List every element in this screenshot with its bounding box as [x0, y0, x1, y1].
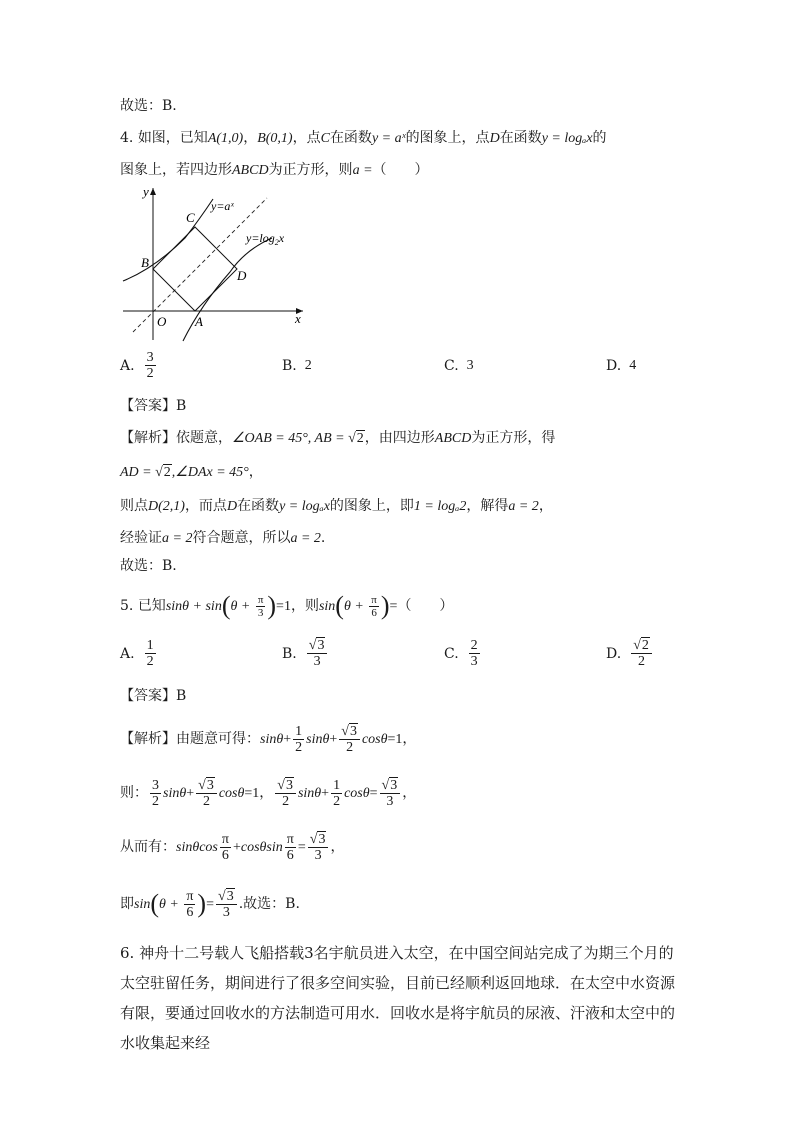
point-d: D: [489, 131, 500, 146]
denominator: 2: [146, 654, 154, 669]
radicand: 2: [356, 431, 364, 446]
denominator: 6: [221, 847, 229, 863]
math: 1 = logₐ2: [413, 499, 467, 514]
fraction: [275, 778, 296, 809]
q4-stem-text: 为正方形，则: [268, 162, 353, 178]
q5-analysis-line2: [120, 776, 416, 811]
math: =: [387, 732, 396, 747]
sqrt: √2: [348, 431, 364, 446]
denominator: 2: [152, 793, 159, 809]
a-equals: a =: [352, 163, 373, 178]
numerator: π: [371, 593, 377, 606]
math: 1: [395, 732, 403, 747]
fraction: [331, 778, 342, 809]
math: D(2,1): [148, 499, 185, 514]
denominator: 2: [638, 654, 646, 669]
analysis-text: ，: [248, 464, 263, 480]
math: +: [329, 732, 338, 747]
separator: ，: [243, 130, 258, 146]
answer-label: 【答案】: [120, 688, 176, 704]
q4-number: 4.: [120, 130, 134, 146]
numerator: √3: [275, 778, 296, 794]
paren: ): [197, 889, 207, 918]
fraction: [150, 778, 161, 809]
q4-stem-text: 在函数: [329, 130, 372, 146]
math: θ +: [230, 599, 254, 614]
numerator: √3: [339, 724, 360, 740]
curve-log-text: y=log: [246, 231, 275, 245]
fraction: [184, 889, 195, 920]
function-log: y = logₐx: [541, 131, 593, 146]
math: ∠OAB = 45°, AB =: [232, 431, 349, 446]
point-c: C: [320, 131, 330, 146]
q4-stem-text: 的图象上，点: [405, 130, 490, 146]
analysis-text: .故选：B: [238, 896, 296, 912]
analysis-text: 在函数: [237, 498, 280, 514]
q5-option-c: [444, 638, 482, 669]
analysis-text: .: [320, 530, 326, 546]
analysis-text: ，: [330, 839, 345, 855]
denominator: 2: [282, 793, 290, 809]
math: a = 2: [508, 499, 539, 514]
option-label: D.: [606, 645, 622, 662]
fraction: [145, 350, 156, 381]
q5-number: 5.: [120, 598, 134, 614]
math: ,∠DAx = 45°: [171, 465, 249, 480]
paren: ): [267, 591, 277, 620]
q4-option-c: [444, 358, 474, 374]
math: =: [206, 897, 214, 912]
denominator: 6: [371, 606, 377, 619]
denominator: 3: [313, 654, 321, 669]
q4-analysis-line2: [120, 462, 263, 483]
answer-label: 【答案】: [120, 398, 176, 414]
fraction: [307, 638, 328, 669]
sqrt: √2: [155, 465, 171, 480]
q6-paragraph: [120, 938, 680, 1058]
radicand: 3: [226, 888, 234, 904]
analysis-text: ，解得: [466, 498, 509, 514]
q4-analysis-line1: [120, 428, 555, 449]
radicand: 3: [285, 777, 293, 793]
answer-blank: （ ）: [372, 162, 429, 178]
q5-stem-text: ，则: [290, 598, 319, 614]
fraction: [285, 832, 296, 863]
math: sin: [318, 599, 336, 614]
q4-option-d: [606, 358, 636, 374]
radicand: 2: [641, 638, 649, 653]
math: sinθ: [297, 786, 322, 801]
analysis-text: .: [295, 896, 300, 912]
q6-text: 神舟十二号载人飞船搭载3名宇航员进入太空，在中国空间站完成了为期三个月的太空驻留任务，期间进行了很多空间实验，目前已经顺利返回地球．在太空中水资源有限，要通过回收水的方法制造可用水．回收水是将宇航员的尿液、汗液和太空中的水收集起来经: [120, 944, 676, 1052]
math: cosθ: [361, 732, 388, 747]
analysis-text: 符合题意，所以: [192, 530, 291, 546]
math: sinθ + sin: [165, 599, 222, 614]
math: cosθ: [344, 786, 370, 801]
curve-log-var: x: [278, 231, 285, 245]
numerator: 1: [333, 777, 341, 793]
analysis-text: 为正方形，得: [471, 430, 556, 446]
numerator: π: [221, 831, 229, 847]
numerator: 2: [470, 638, 478, 653]
fig-point-b: B: [141, 255, 149, 270]
q4-analysis-line3: [120, 496, 553, 517]
denominator: 2: [346, 739, 354, 755]
q5-option-d: [606, 638, 654, 669]
q5-option-b: [282, 638, 329, 669]
analysis-text: ，: [538, 498, 553, 514]
fig-point-a: A: [195, 314, 203, 329]
math: y = logₐx: [279, 499, 330, 514]
analysis-text: 即: [120, 896, 134, 912]
q5-analysis-line4: [120, 886, 300, 923]
math: cosθ: [218, 786, 245, 801]
option-label: B.: [282, 358, 297, 374]
fig-point-c: C: [186, 210, 195, 225]
q4-option-a: [120, 350, 158, 381]
option-value: 3: [466, 358, 474, 373]
q4-option-b: [282, 358, 312, 374]
math: θ +: [159, 897, 183, 912]
answer-value: B: [176, 688, 187, 704]
radicand: 3: [390, 777, 398, 793]
denominator: 3: [314, 847, 322, 863]
analysis-text: ，由四边形: [364, 430, 435, 446]
math: a = 2: [162, 531, 193, 546]
function-exp: y = aˣ: [371, 131, 406, 146]
axis-x-label: x: [295, 311, 301, 326]
quadrilateral-name: ABCD: [434, 431, 472, 446]
numerator: 3: [152, 777, 159, 793]
fraction: [380, 778, 401, 809]
math: +: [283, 732, 292, 747]
option-value: 4: [629, 358, 637, 373]
analysis-text: 则点: [120, 498, 148, 514]
numerator: π: [286, 831, 294, 847]
numerator: √3: [380, 778, 401, 794]
q4-analysis-line4: [120, 528, 325, 549]
axis-y-label: y: [143, 184, 149, 199]
origin-label: O: [157, 314, 167, 329]
analysis-text: 经验证: [120, 530, 162, 546]
q5-stem-text: 已知: [137, 598, 166, 614]
fraction: [196, 778, 217, 809]
analysis-text: 则：: [120, 785, 148, 801]
analysis-text: 的图象上，即: [329, 498, 414, 514]
numerator: √3: [216, 889, 237, 905]
math: =: [297, 840, 306, 855]
analysis-text: 从而有：: [120, 839, 176, 855]
math: sinθ: [306, 732, 330, 747]
q4-stem-line2: [120, 160, 429, 181]
analysis-text: 由题意可得：: [176, 731, 260, 747]
numerator: √2: [631, 638, 652, 654]
denominator: 2: [295, 739, 303, 755]
fraction: [216, 889, 237, 920]
denominator: 3: [386, 793, 394, 809]
answer-value: B: [176, 398, 187, 414]
radicand: 3: [317, 638, 325, 653]
denominator: 2: [202, 793, 210, 809]
q6-number: 6.: [120, 944, 135, 962]
numerator: √3: [308, 832, 329, 848]
q4-figure: [115, 180, 315, 345]
fraction: [631, 638, 652, 669]
option-label: C.: [444, 358, 459, 374]
analysis-label: 【解析】: [120, 430, 176, 446]
analysis-text: ，: [402, 731, 417, 747]
math: =1: [276, 599, 291, 614]
curve-log-base: 2: [274, 238, 279, 247]
option-value: 2: [304, 358, 312, 373]
numerator: √3: [307, 638, 328, 654]
numerator: 1: [295, 723, 303, 739]
option-label: B.: [282, 645, 297, 662]
q4-stem-text: 的: [592, 130, 607, 146]
analysis-text: ，而点: [184, 498, 227, 514]
analysis-text: ，: [402, 785, 417, 801]
paren: ): [380, 591, 390, 620]
denominator: 6: [286, 847, 294, 863]
option-label: A.: [120, 645, 135, 662]
math: θ +: [343, 599, 368, 614]
math: =: [389, 599, 398, 614]
math: AD =: [120, 465, 156, 480]
radicand: 2: [163, 465, 171, 480]
point-a: A(1,0): [207, 131, 244, 146]
q4-stem-text: 在函数: [499, 130, 542, 146]
option-label: C.: [444, 645, 459, 662]
q5-analysis-line3: [120, 830, 344, 865]
quadrilateral-name: ABCD: [232, 163, 269, 178]
answer-blank: （ ）: [397, 598, 454, 614]
q4-stem-text: 图象上，若四边形: [120, 162, 232, 178]
math: +: [186, 786, 195, 801]
denominator: 3: [257, 606, 264, 619]
q3-conclusion: 故选：B.: [120, 98, 177, 114]
fig-point-d: D: [237, 268, 247, 283]
q4-stem-text: ，点: [292, 130, 321, 146]
q5-analysis-line1: [120, 722, 416, 757]
fraction: [369, 594, 379, 619]
denominator: 3: [470, 654, 478, 669]
q5-answer: [120, 686, 186, 706]
math: cosθsin: [240, 840, 283, 855]
radicand: 3: [206, 777, 214, 793]
curve-exp-label: y=aˣ: [211, 199, 234, 213]
fraction: [256, 594, 266, 619]
q5-stem: [120, 593, 453, 620]
math: +: [321, 786, 330, 801]
q4-stem-line1: [120, 128, 607, 149]
denominator: 6: [186, 904, 194, 920]
point-b: B(0,1): [257, 131, 293, 146]
math: 1: [252, 786, 260, 801]
math: =: [244, 786, 253, 801]
curve-log-label: [245, 231, 285, 247]
math: sinθ: [260, 732, 284, 747]
fraction: [339, 724, 360, 755]
numerator: π: [186, 888, 194, 904]
math: a = 2: [290, 531, 321, 546]
q4-answer: [120, 396, 186, 416]
paren: (: [221, 591, 231, 620]
paren: (: [150, 889, 160, 918]
q4-stem-text: 如图，已知: [137, 130, 208, 146]
numerator: 1: [146, 638, 154, 653]
analysis-text: 依题意，: [176, 430, 232, 446]
fraction: [145, 638, 156, 669]
numerator: π: [257, 593, 264, 606]
denominator: 3: [222, 904, 230, 920]
analysis-label: 【解析】: [120, 731, 176, 747]
denominator: 2: [333, 793, 341, 809]
fraction: [308, 832, 329, 863]
math: =: [369, 786, 378, 801]
denominator: 2: [146, 366, 154, 381]
radicand: 3: [318, 831, 326, 847]
q5-option-a: [120, 638, 158, 669]
fraction: [293, 724, 304, 755]
math: sinθ: [163, 786, 187, 801]
option-label: A.: [120, 357, 135, 374]
radicand: 3: [349, 723, 357, 739]
fraction: [220, 832, 231, 863]
option-label: D.: [606, 358, 622, 374]
math: +: [232, 840, 241, 855]
q4-conclusion: 故选：B.: [120, 558, 177, 574]
fraction: [469, 638, 480, 669]
math: sin: [134, 897, 151, 912]
numerator: √3: [196, 778, 217, 794]
math: D: [226, 499, 238, 514]
paren: (: [335, 591, 344, 620]
analysis-text: ，: [259, 785, 274, 801]
numerator: 3: [146, 350, 154, 365]
math: sinθcos: [176, 840, 218, 855]
